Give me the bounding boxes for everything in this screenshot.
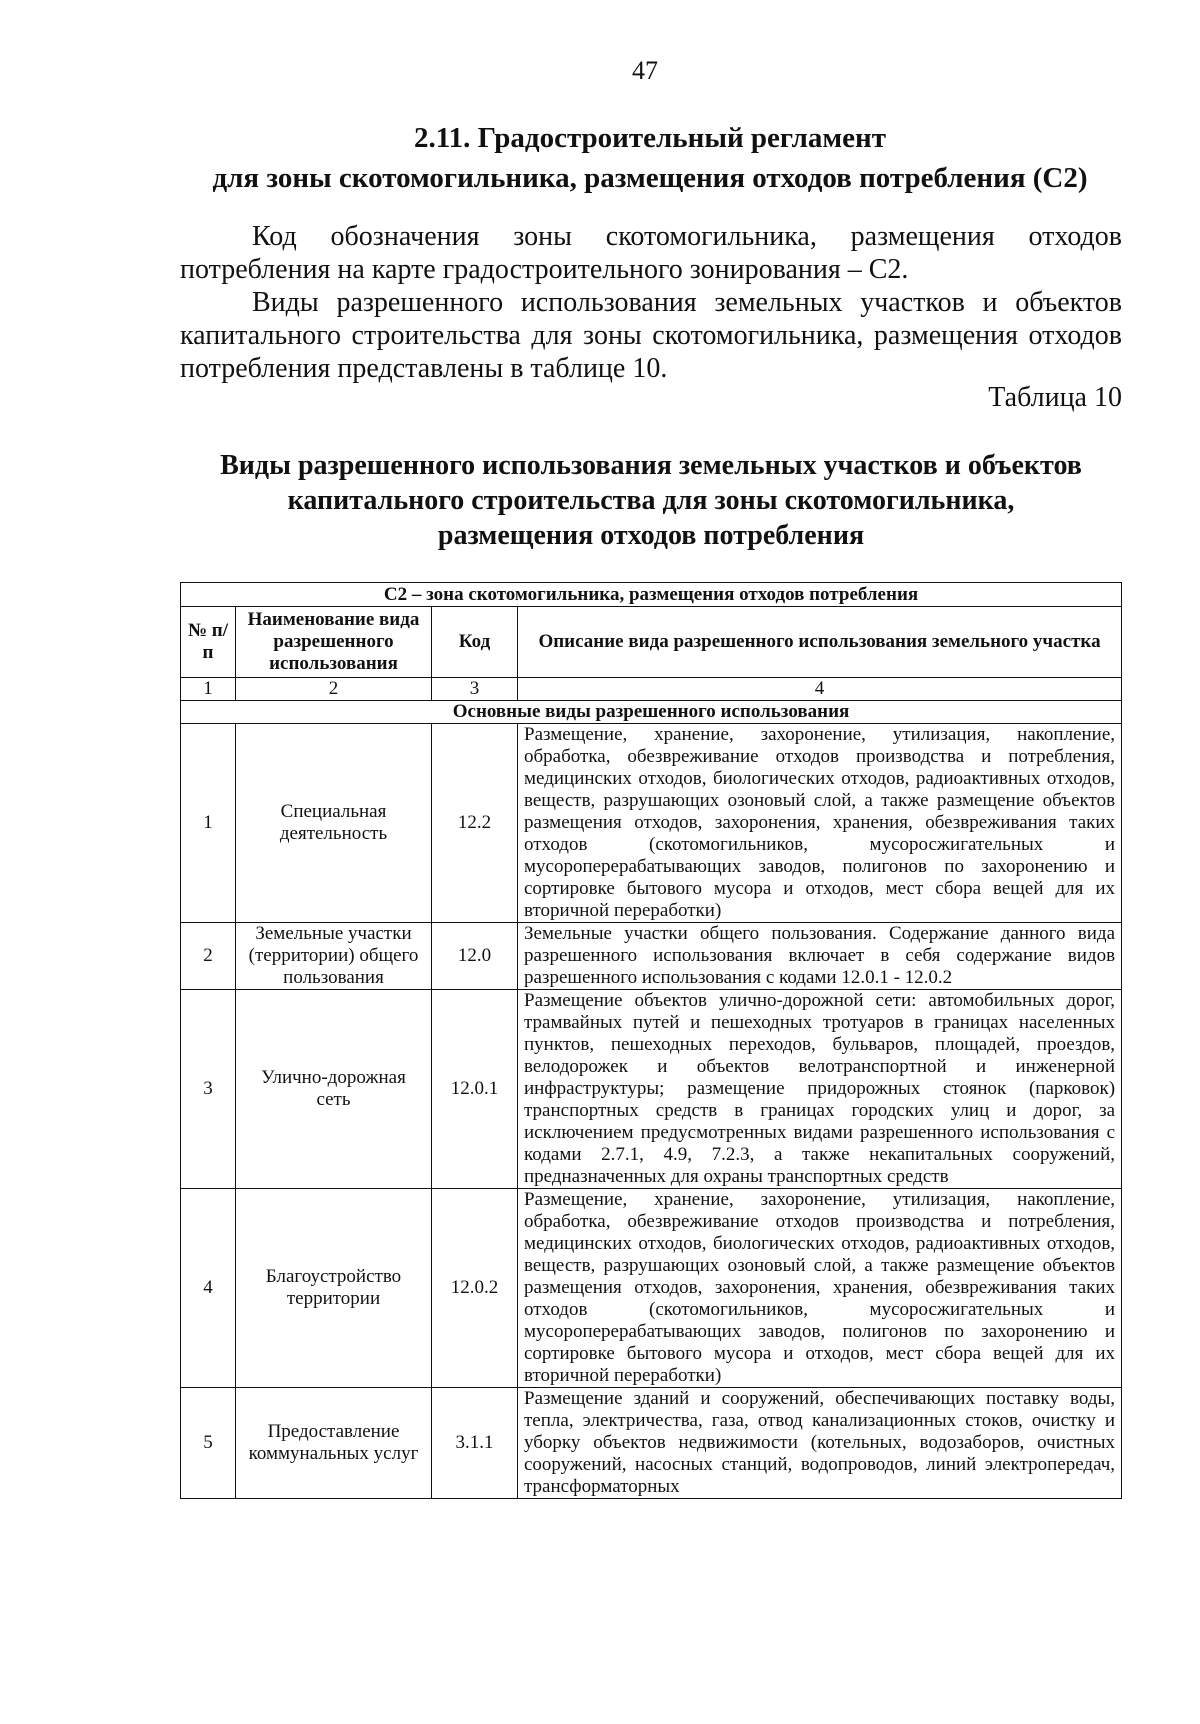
use-name: Улично-дорожная сеть	[236, 990, 432, 1189]
use-name: Специальная деятельность	[236, 724, 432, 923]
table-row	[181, 1189, 1122, 1388]
use-code: 3.1.1	[432, 1388, 518, 1499]
row-number: 1	[181, 724, 236, 923]
paragraph-zone-code: Код обозначения зоны скотомогильника, размещения отходов потребления на карте градостроительного зонирования – С2.	[180, 221, 1122, 285]
group-title: Основные виды разрешенного использования	[181, 701, 1122, 724]
column-header-num: № п/п	[181, 607, 236, 678]
row-number: 4	[181, 1189, 236, 1388]
row-number: 3	[181, 990, 236, 1189]
paragraph-permitted-uses: Виды разрешенного использования земельных участков и объектов капитального строительства для зоны скотомогильника, размещения отходов потребления представлены в таблице 10.	[180, 287, 1122, 384]
table-row	[181, 1388, 1122, 1499]
use-description: Размещение объектов улично-дорожной сети: автомобильных дорог, трамвайных путей и пешеходных тротуаров в границах населенных пунктов, пешеходных переходов, бульваров, площадей, проездов, велодорожек и объектов велотранспортной и инженерной инфраструктуры; размещение придорожных стоянок (парковок) транспортных средств в границах городских улиц и дорог, за исключением предусмотренных видами разрешенного использования с кодами 2.7.1, 4.9, 7.2.3, а также некапитальных сооружений, предназначенных для охраны транспортных средств	[518, 990, 1122, 1189]
table-row	[181, 724, 1122, 923]
table-title-line-1: Виды разрешенного использования земельных участков и объектов	[220, 450, 1082, 481]
use-code: 12.0	[432, 923, 518, 990]
column-header-row	[181, 607, 1122, 678]
column-number: 4	[518, 678, 1122, 701]
permitted-uses-table	[180, 582, 1122, 1499]
group-row	[181, 701, 1122, 724]
table-title	[190, 448, 1112, 553]
use-description: Размещение, хранение, захоронение, утилизация, накопление, обработка, обезвреживание отходов производства и потребления, медицинских отходов, биологических отходов, радиоактивных отходов, веществ, разрушающих озоновый слой, а также размещение объектов размещения отходов, захоронения, хранения, обезвреживания таких отходов (скотомогильников, мусоросжигательных и мусороперерабатывающих заводов, полигонов по захоронению и сортировке бытового мусора и отходов, мест сбора вещей для их вторичной переработки)	[518, 724, 1122, 923]
use-name: Земельные участки (территории) общего пользования	[236, 923, 432, 990]
column-number: 1	[181, 678, 236, 701]
section-heading	[180, 118, 1120, 198]
section-heading-line-2: для зоны скотомогильника, размещения отходов потребления (С2)	[212, 162, 1088, 194]
use-description: Размещение, хранение, захоронение, утилизация, накопление, обработка, обезвреживание отходов производства и потребления, медицинских отходов, биологических отходов, радиоактивных отходов, веществ, разрушающих озоновый слой, а также размещение объектов размещения отходов, захоронения, хранения, обезвреживания таких отходов (скотомогильников, мусоросжигательных и мусороперерабатывающих заводов, полигонов по захоронению и сортировке бытового мусора и отходов, мест сбора вещей для их вторичной переработки)	[518, 1189, 1122, 1388]
table-row	[181, 923, 1122, 990]
page-number: 47	[632, 56, 658, 85]
column-header-name: Наименование вида разрешенного использования	[236, 607, 432, 678]
zone-header: С2 – зона скотомогильника, размещения отходов потребления	[181, 583, 1122, 607]
table-row	[181, 990, 1122, 1189]
column-number: 2	[236, 678, 432, 701]
table-title-line-2: капитального строительства для зоны скотомогильника,	[287, 485, 1015, 516]
section-heading-line-1: 2.11. Градостроительный регламент	[414, 122, 886, 154]
use-description: Земельные участки общего пользования. Содержание данного вида разрешенного использования включает в себя содержание видов разрешенного использования с кодами 12.0.1 - 12.0.2	[518, 923, 1122, 990]
use-code: 12.0.2	[432, 1189, 518, 1388]
column-header-code: Код	[432, 607, 518, 678]
use-code: 12.0.1	[432, 990, 518, 1189]
row-number: 2	[181, 923, 236, 990]
use-description: Размещение зданий и сооружений, обеспечивающих поставку воды, тепла, электричества, газа, отвод канализационных стоков, очистку и уборку объектов недвижимости (котельных, водозаборов, очистных сооружений, насосных станций, водопроводов, линий электропередач, трансформаторных	[518, 1388, 1122, 1499]
column-number-row	[181, 678, 1122, 701]
table-title-line-3: размещения отходов потребления	[437, 520, 865, 551]
column-header-desc: Описание вида разрешенного использования земельного участка	[518, 607, 1122, 678]
row-number: 5	[181, 1388, 236, 1499]
zone-header-row	[181, 583, 1122, 607]
column-number: 3	[432, 678, 518, 701]
table-label: Таблица 10	[988, 382, 1122, 413]
use-name: Предоставление коммунальных услуг	[236, 1388, 432, 1499]
use-name: Благоустройство территории	[236, 1189, 432, 1388]
use-code: 12.2	[432, 724, 518, 923]
